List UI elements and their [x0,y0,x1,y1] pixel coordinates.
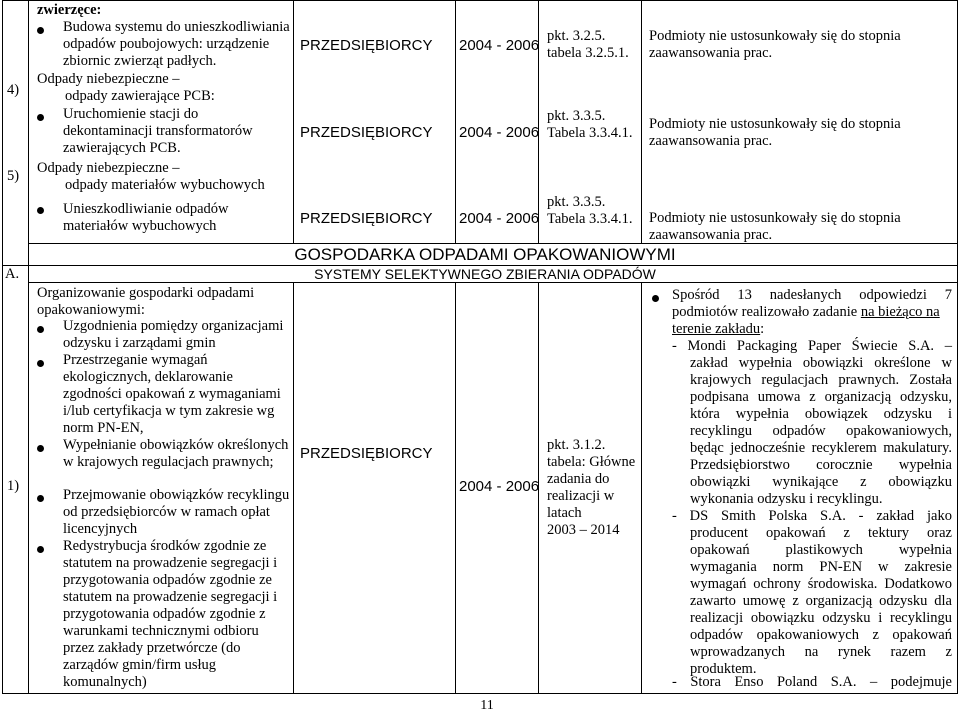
task-subtitle: odpady zawierające PCB: [65,88,215,104]
col-divider-ref-main [641,282,642,693]
col-divider-task-top [293,0,294,243]
reference-text: pkt. 3.3.5. Tabela 3.3.4.1. [547,194,633,227]
company-line: - DS Smith Polska S.A. - zakład jako [672,508,952,524]
row-number: 5) [7,168,20,184]
task-text: Uruchomienie stacji do dekontaminacji transformatorów zawierających PCB. [63,106,253,156]
table-bottom-border [2,693,958,694]
period-label: 2004 - 2006 [459,478,540,495]
row-number: 1) [7,478,20,494]
status-note-underlined: na bieżąco na [860,304,940,320]
task-intro [37,285,287,319]
table-top-border [2,0,958,1]
page-number: 11 [480,698,494,713]
reference-text: pkt. 3.1.2. tabela: Główne zadania do realizacji w latach 2003 – 2014 [547,437,636,538]
status-note: Podmioty nie ustosunkowały się do stopnia zaawansowania prac. [649,210,901,243]
section-subtitle: SYSTEMY SELEKTYWNEGO ZBIERANIA ODPADÓW [314,266,656,282]
executor-label: PRZEDSIĘBIORCY [300,124,433,141]
task-text: Wypełnianie obowiązków określonych w krajowych regulacjach prawnych; [63,437,289,470]
bullet-icon [37,360,44,367]
status-note-text: podmiotów realizowało zadanie [672,304,861,320]
col-divider-num [28,0,29,693]
bullet-icon [37,207,44,214]
bullet-icon [37,27,44,34]
task-text: Redystrybucja środków zgodnie ze statutem na prowadzenie segregacji i przygotowania odpadów zgodnie ze statutem na prowadzenie segregacji i przygotowania odpadów zgodnie z warunkami technicznymi odbioru przez zakłady przetwórcze (do zarządów gmin/firm usług komunalnych) [63,538,278,690]
period-label: 2004 - 2006 [459,210,540,227]
company-line: - Mondi Packaging Paper Świecie S.A. – [672,338,952,354]
section-header-zwierzece: zwierzęce: [37,2,102,18]
col-divider-who-main [455,282,456,693]
task-text: Przejmowanie obowiązków recyklingu od przedsiębiorców w ramach opłat licencyjnych [63,487,290,537]
task-title: Odpady niebezpieczne – [37,160,180,176]
executor-label: PRZEDSIĘBIORCY [300,210,433,227]
reference-text: pkt. 3.3.5. Tabela 3.3.4.1. [547,108,633,141]
status-note-underlined: terenie zakładu [672,321,761,337]
status-note: Podmioty nie ustosunkowały się do stopnia zaawansowania prac. [649,28,901,61]
table-right-border [957,0,958,693]
task-text: Budowa systemu do unieszkodliwiania odpadów poubojowych: urządzenie zbiornic zwierząt padłych. [63,19,290,69]
bullet-icon [37,546,44,553]
company-description: producent opakowań z tektury oraz opakowań plastikowych wypełnia wymagania norm PN-EN w zakresie wymagań ochrony środowiska. Dodatkowo zawarto umowę z organizacją odzysku dla realizacji obowiązku odzysku i recyklingu odpadów opakowaniowych z opakowań wprowadzanych na rynek razem z produktem. [690,525,952,677]
bullet-icon [652,295,659,302]
period-label: 2004 - 2006 [459,37,540,54]
bullet-icon [37,114,44,121]
task-intro-part: Organizowanie [37,285,129,301]
status-note-line [672,304,952,338]
section-letter: A. [5,266,20,282]
task-text: Uzgodnienia pomiędzy organizacjami odzysku i zarządami gmin [63,318,284,351]
bullet-icon [37,445,44,452]
row-number: 4) [7,82,20,98]
executor-label: PRZEDSIĘBIORCY [300,37,433,54]
company-description: zakład wypełnia obowiązki określone w krajowych regulacjach prawnych. Została podpisana umowa z organizacją odzysku, która wypełnia obowiązek odzysku i recyklingu odpadów opakowaniowych, będąc jednocześnie recyklerem makulatury. Przedsiębiorstwo corocznie wypełnia obowiązki wynikające z obowiązku wykonania odzysku i recyklingu. [690,355,952,507]
status-note-first-line: Spośród 13 nadesłanych odpowiedzi 7 [672,287,952,303]
col-divider-ref-top [641,0,642,243]
status-note-text: : [760,321,765,337]
company-line: - Stora Enso Poland S.A. – podejmuje [672,674,952,690]
bullet-icon [37,495,44,502]
task-text: Przestrzeganie wymagań ekologicznych, deklarowanie zgodności opakowań z wymaganiami i/lub certyfikacja w tym zakresie wg norm PN-EN, [63,352,281,436]
reference-text: pkt. 3.2.5. tabela 3.2.5.1. [547,28,629,61]
status-note: Podmioty nie ustosunkowały się do stopnia zaawansowania prac. [649,116,901,149]
section-title: GOSPODARKA ODPADAMI OPAKOWANIOWYMI [294,245,676,264]
task-intro-part: opakowaniowymi: [37,302,145,318]
task-title: Odpady niebezpieczne – [37,71,180,87]
col-divider-task-main [293,282,294,693]
col-divider-who-top [455,0,456,243]
task-intro-link: gospodarki odpadami [128,285,255,301]
period-label: 2004 - 2006 [459,124,540,141]
executor-label: PRZEDSIĘBIORCY [300,445,433,462]
task-subtitle: odpady materiałów wybuchowych [65,177,265,193]
task-text: Unieszkodliwianie odpadów materiałów wybuchowych [63,201,229,234]
bullet-icon [37,326,44,333]
table-left-border [2,0,3,693]
